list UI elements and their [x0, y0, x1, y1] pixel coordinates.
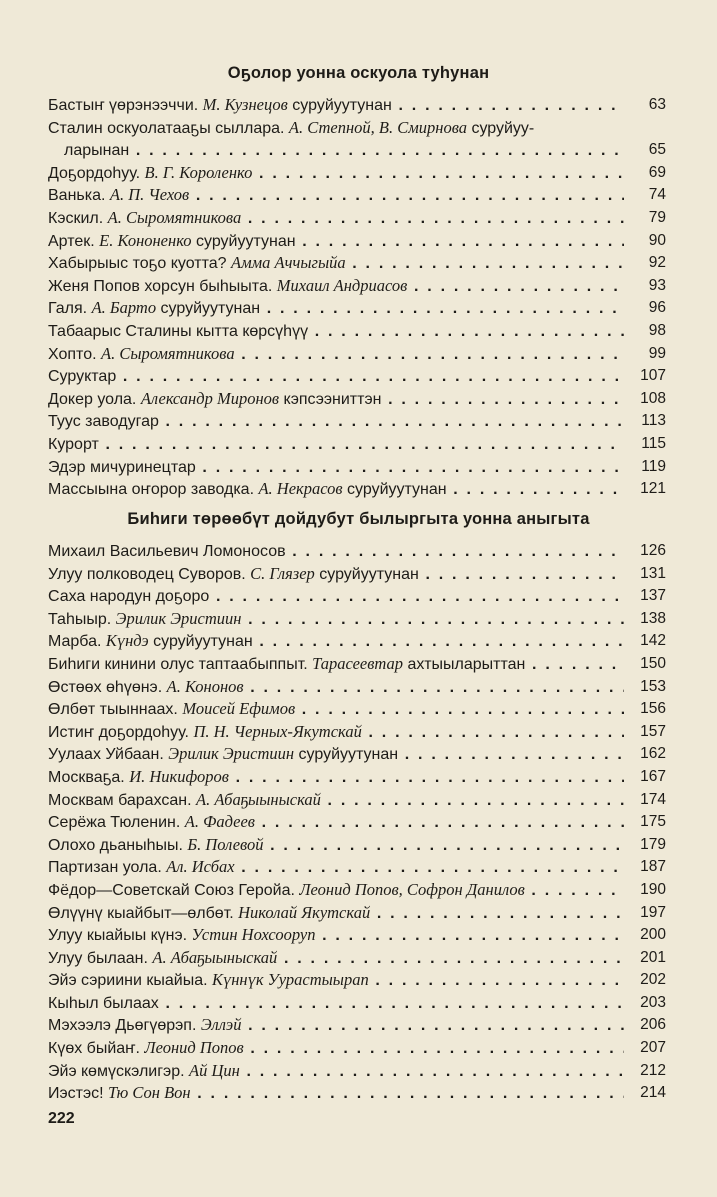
entry-text: Москваҕа. [48, 768, 130, 786]
entry-suffix: суруйуутунан [148, 633, 253, 651]
entry-page-number: 174 [640, 790, 666, 808]
entry-page-number: 107 [640, 367, 666, 385]
entry-title [48, 184, 624, 208]
entry-text: Уулаах Уйбаан. [48, 746, 169, 764]
entry-author: Моисей Ефимов [182, 699, 296, 719]
entry-author: Николай Якутскай [238, 902, 371, 922]
entry-page-number: 156 [640, 700, 666, 718]
entry-author: М. Кузнецов [202, 95, 288, 114]
toc-entry [48, 789, 666, 812]
entry-text: Кыһыл былаах [48, 994, 159, 1012]
entry-suffix: суруйуутунан [294, 746, 399, 764]
toc-entry [48, 275, 666, 298]
entry-author: Михаил Андриасов [276, 275, 408, 295]
entry-author: Е. Кононенко [99, 230, 192, 250]
entry-page-number: 175 [640, 813, 666, 831]
entry-title [48, 320, 624, 344]
toc-entry [48, 721, 666, 744]
entry-title [48, 608, 624, 632]
toc-list [48, 94, 666, 501]
entry-author: Эрилик Эристиин [115, 608, 242, 628]
entry-author: А. Некрасов [258, 479, 343, 499]
entry-page-number: 65 [648, 141, 666, 159]
entry-text: Саха народун доҕоро [48, 588, 210, 606]
entry-title [48, 766, 624, 790]
toc-entry [48, 676, 666, 699]
entry-page-number: 206 [640, 1016, 666, 1034]
entry-title [48, 94, 624, 118]
entry-suffix: суруйуутунан [342, 481, 447, 499]
entry-author: Эллэй [200, 1015, 242, 1035]
entry-title [48, 343, 624, 367]
entry-title [64, 139, 624, 163]
toc-entry [48, 947, 666, 970]
toc-entry [48, 117, 666, 140]
entry-text: Өстөөх өһүөнэ. [48, 678, 167, 696]
entry-page-number: 93 [648, 276, 666, 294]
entry-text: Улуу былаан. [48, 949, 153, 967]
entry-title [48, 1014, 624, 1038]
entry-page-number: 162 [640, 745, 666, 763]
entry-title [48, 789, 624, 813]
entry-page-number: 119 [641, 457, 666, 475]
entry-text: Эйэ сэриини кыайыа. [48, 972, 213, 990]
entry-page-number: 69 [648, 163, 666, 181]
entry-author: А. Сыромятникова [107, 207, 242, 227]
entry-text: Марба. [48, 633, 106, 651]
entry-text: Женя Попов хорсун быһыыта. [48, 277, 277, 295]
entry-text: Туус заводугар [48, 413, 159, 431]
entry-author: А. Кононов [166, 676, 244, 696]
entry-author: Амма Аччыгыйа [231, 253, 346, 273]
entry-author: Александр Миронов [140, 388, 280, 408]
entry-page-number: 142 [640, 632, 666, 650]
entry-title [48, 743, 624, 767]
entry-title [48, 275, 624, 299]
entry-title [48, 879, 624, 903]
entry-page-number: 197 [640, 903, 666, 921]
entry-author: И. Никифоров [129, 766, 229, 786]
entry-title [48, 676, 624, 700]
entry-text: Бастыҥ үөрэнээччи. [48, 97, 203, 114]
toc-entry [48, 252, 666, 275]
entry-text: Хабырыыс тоҕо куотта? [48, 255, 231, 273]
entry-author: Тарасеевтар [312, 653, 404, 673]
entry-page-number: 214 [640, 1084, 666, 1102]
entry-text: Доҕордоһуу. [48, 164, 145, 182]
toc-entry [48, 969, 666, 992]
entry-suffix: суруйуутунан [156, 300, 261, 318]
toc-entry [48, 365, 666, 388]
entry-text: Таһыыр. [48, 610, 116, 628]
toc-entry [48, 297, 666, 320]
entry-text: Курорт [48, 435, 99, 453]
toc-entry [48, 207, 666, 230]
entry-text: Докер уола. [48, 390, 141, 408]
entry-page-number: 187 [640, 858, 666, 876]
toc-entry [48, 563, 666, 586]
toc-entry [48, 585, 666, 608]
entry-text: Сталин оскуолатааҕы сыллара. [48, 119, 289, 137]
entry-text: Мэхээлэ Дьөгүөрэп. [48, 1017, 201, 1035]
entry-text: Олохо дьаныһыы. [48, 836, 188, 854]
toc-entry [48, 924, 666, 947]
entry-title [48, 1060, 624, 1084]
entry-text: Эдэр мичуринецтар [48, 458, 196, 476]
entry-page-number: 79 [648, 208, 666, 226]
entry-page-number: 167 [640, 767, 666, 785]
toc-entry [48, 653, 666, 676]
entry-text: Өлүүнү кыайбыт—өлбөт. [48, 904, 239, 922]
toc-entry [48, 94, 666, 117]
toc-entry [48, 478, 666, 501]
section-title: Биһиги төрөөбүт дойдубут былыргыта уонна аныгыта [127, 510, 590, 528]
entry-text: Фёдор—Советскай Союз Геройа. [48, 881, 300, 899]
page-number: 222 [48, 1110, 75, 1127]
entry-text: Кэскил. [48, 209, 108, 227]
toc-entry [48, 608, 666, 631]
entry-page-number: 126 [640, 542, 666, 559]
toc-entry [48, 1060, 666, 1083]
entry-title [48, 992, 624, 1016]
entry-text: Улуу кыайыы күнэ. [48, 927, 192, 945]
entry-author: А. Степной, В. Смирнова [288, 117, 467, 137]
entry-title [48, 433, 624, 457]
entry-text: Серёжа Тюленин. [48, 814, 185, 832]
toc-entry [48, 320, 666, 343]
entry-title [48, 297, 624, 321]
entry-author: Устин Нохсооруп [191, 925, 316, 945]
toc-entry [48, 856, 666, 879]
entry-author: А. Фадеев [184, 812, 255, 832]
toc-entry [48, 410, 666, 433]
entry-page-number: 121 [640, 480, 666, 498]
entry-title [48, 969, 624, 993]
toc-entry [48, 743, 666, 766]
toc-entry [48, 902, 666, 925]
entry-text: Артек. [48, 232, 100, 250]
toc-entry [48, 184, 666, 207]
entry-title [48, 630, 624, 654]
entry-suffix: ахтыыларыттан [403, 655, 526, 673]
entry-text: Хопто. [48, 345, 101, 363]
entry-author: А. Абаҕыыныскай [196, 789, 321, 809]
entry-title [48, 478, 624, 502]
entry-text: Табаарыс Сталины кытта көрсүһүү [48, 322, 309, 340]
entry-title [48, 162, 624, 186]
entry-suffix: суруйуутунан [287, 97, 392, 114]
entry-text: Ванька. [48, 187, 110, 205]
entry-page-number: 201 [640, 948, 666, 966]
entry-page-number: 115 [641, 434, 666, 452]
entry-title [48, 252, 624, 276]
entry-page-number: 207 [640, 1039, 666, 1057]
toc-entry [48, 540, 666, 563]
toc-entry [48, 766, 666, 789]
entry-page-number: 98 [648, 321, 666, 339]
entry-text: Улуу полководец Суворов. [48, 565, 251, 583]
entry-author: А. П. Чехов [109, 185, 190, 205]
entry-page-number: 74 [648, 186, 666, 204]
entry-page-number: 108 [640, 389, 666, 407]
entry-title [48, 721, 624, 745]
toc-entry [48, 456, 666, 479]
entry-page-number: 96 [648, 299, 666, 317]
entry-suffix: суруйуутунан [191, 232, 296, 250]
entry-title [48, 947, 624, 971]
entry-page-number: 90 [648, 231, 666, 249]
toc-entry [48, 630, 666, 653]
toc-entry [48, 1037, 666, 1060]
toc-entry [48, 1014, 666, 1037]
entry-title [48, 811, 624, 835]
entry-title [48, 585, 624, 609]
entry-page-number: 113 [641, 412, 666, 430]
entry-title [48, 540, 624, 564]
entry-author: А. Абаҕыыныскай [152, 947, 278, 967]
entry-page-number: 137 [640, 587, 666, 605]
entry-author: Ал. Исбах [166, 857, 235, 877]
entry-title [48, 388, 624, 412]
entry-title [48, 563, 624, 587]
toc-entry [48, 343, 666, 366]
entry-title [48, 653, 624, 677]
toc-entry [48, 139, 666, 162]
toc-entry [48, 388, 666, 411]
entry-author: Күннүк Уурастыырап [212, 970, 369, 990]
entry-author: П. Н. Черных-Якутскай [193, 721, 362, 741]
entry-title [48, 117, 624, 141]
toc-entry [48, 230, 666, 253]
entry-text: Михаил Васильевич Ломоносов [48, 543, 286, 560]
entry-page-number: 157 [640, 722, 666, 740]
toc-entry [48, 1082, 666, 1105]
entry-page-number: 92 [648, 254, 666, 272]
entry-page-number: 63 [648, 96, 666, 113]
entry-title [48, 230, 624, 254]
entry-page-number: 190 [640, 880, 666, 898]
entry-title [48, 1082, 624, 1106]
entry-title [48, 456, 624, 480]
toc-entry [48, 879, 666, 902]
entry-author: С. Глязер [250, 563, 315, 583]
entry-author: Б. Полевой [187, 834, 264, 854]
toc-entry [48, 834, 666, 857]
entry-author: Эрилик Эристиин [168, 744, 295, 764]
entry-text: Истиҥ доҕордоһуу. [48, 723, 194, 741]
entry-author: Ай Цин [189, 1060, 240, 1080]
entry-page-number: 202 [640, 971, 666, 989]
entry-page-number: 153 [640, 677, 666, 695]
section-title: Оҕолор уонна оскуола туһунан [227, 64, 490, 82]
entry-page-number: 150 [640, 654, 666, 672]
entry-text: Эйэ көмүскэлигэр. [48, 1062, 189, 1080]
entry-author: Тю Сон Вон [108, 1083, 191, 1103]
entry-title [48, 1037, 624, 1061]
entry-title [48, 834, 624, 858]
entry-page-number: 179 [640, 835, 666, 853]
entry-page-number: 200 [640, 926, 666, 944]
entry-suffix: суруйуу- [467, 119, 535, 137]
toc-entry [48, 811, 666, 834]
entry-suffix: суруйуутунан [314, 565, 419, 583]
entry-text: Күөх быйаҥ. [48, 1040, 145, 1058]
toc-entry [48, 433, 666, 456]
entry-title [48, 410, 624, 434]
toc-entry [48, 992, 666, 1015]
entry-text: Массыына оҥорор заводка. [48, 481, 259, 499]
entry-page-number: 99 [648, 344, 666, 362]
entry-author: Күндэ [105, 631, 149, 651]
entry-author: Леонид Попов, Софрон Данилов [299, 879, 525, 899]
entry-text: Партизан уола. [48, 859, 167, 877]
toc-list [48, 540, 666, 1105]
entry-title [48, 365, 624, 389]
entry-suffix: кэпсээниттэн [279, 390, 382, 408]
entry-page-number: 212 [640, 1061, 666, 1079]
toc-entry [48, 698, 666, 721]
entry-title [48, 207, 624, 231]
entry-page-number: 203 [640, 993, 666, 1011]
entry-title [48, 698, 624, 722]
entry-text: Суруктар [48, 368, 117, 386]
entry-title [48, 902, 624, 926]
entry-text: Москвам барахсан. [48, 791, 197, 809]
entry-author: А. Сыромятникова [101, 343, 235, 363]
entry-text: Галя. [48, 300, 92, 318]
entry-title [48, 924, 624, 948]
entry-text: Өлбөт тыыннаах. [48, 701, 183, 719]
entry-text: Иэстэс! [48, 1085, 109, 1103]
entry-author: Леонид Попов [144, 1038, 244, 1058]
entry-author: А. Барто [91, 298, 157, 318]
entry-author: В. Г. Короленко [144, 162, 253, 182]
entry-page-number: 138 [640, 609, 666, 627]
entry-text: ларынан [64, 142, 130, 160]
entry-title [48, 856, 624, 880]
toc-entry [48, 162, 666, 185]
entry-page-number: 131 [640, 564, 666, 582]
entry-text: Биһиги кинини олус таптаабыппыт. [48, 655, 313, 673]
